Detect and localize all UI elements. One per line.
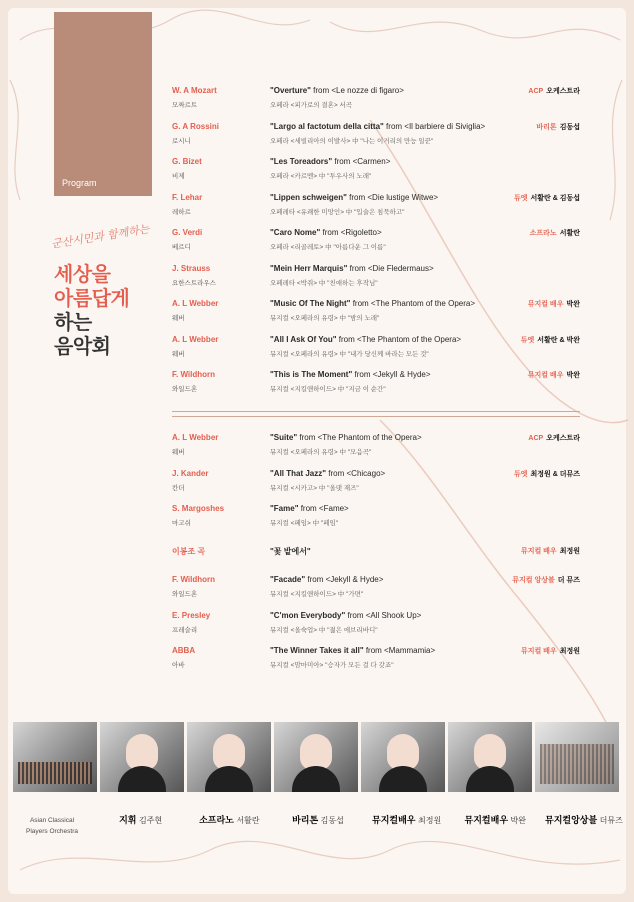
composer-korean: 와일드혼: [172, 591, 198, 598]
conductor-face: [126, 734, 158, 770]
orchestra-photo: [13, 722, 97, 792]
caption-role: 소프라노: [199, 815, 237, 825]
song-subtitle: 뮤지컬 <시카고> 中 "올댓 재즈": [270, 484, 359, 492]
composer-korean: 베르디: [172, 244, 191, 251]
composer-name: G. Verdi: [172, 228, 203, 237]
song-source: from <Carmen>: [332, 157, 391, 166]
song-name: "Fame": [270, 504, 299, 513]
performer-credit: [528, 433, 580, 443]
song-subtitle: 오페라 <세빌리아의 이발사> 中 "나는 이거리의 만능 일꾼": [270, 137, 434, 145]
performer-role: 듀엣: [520, 336, 535, 344]
ensemble-photo: [535, 722, 619, 792]
composer-korean: 로시니: [172, 137, 191, 145]
actress-body: [379, 766, 427, 792]
song-source: from <Jekyll & Hyde>: [305, 575, 384, 584]
song-title: [270, 157, 390, 166]
composer-name: A. L Webber: [172, 299, 219, 308]
song-name: "All I Ask Of You": [270, 334, 337, 344]
performer-credit: [530, 228, 580, 238]
song-subtitle: 뮤지컬 <오페라의 유령> 中 "밤의 노래": [270, 315, 380, 322]
actress-face: [387, 734, 419, 770]
song-title: [270, 122, 485, 131]
song-title: [270, 546, 311, 557]
performer-caption: [274, 815, 362, 826]
performer-role: ACP: [528, 435, 544, 442]
program-item: [172, 264, 580, 300]
program-item: [172, 86, 580, 122]
composer-name: A. L Webber: [172, 433, 219, 442]
composer-korean: 웨버: [172, 315, 185, 322]
performer-role: 뮤지컬 앙상블: [512, 577, 555, 584]
song-title: [270, 469, 385, 478]
performer-credit: [514, 469, 580, 479]
slogan-line-2: 아름답게: [54, 286, 130, 310]
song-name: "Facade": [270, 575, 306, 584]
performer-role: ACP: [528, 88, 544, 95]
song-name: "Caro Nome": [270, 228, 321, 237]
composer-korean: 요한스트라우스: [172, 279, 216, 287]
song-source: from <Die lustige Witwe>: [346, 192, 439, 202]
performer-caption: [451, 815, 539, 826]
performer-caption: [97, 815, 185, 826]
performer-credit: [521, 646, 580, 656]
song-source: from <Rigoletto>: [320, 228, 382, 237]
slogan-line-3: 하는: [54, 310, 92, 334]
performer-name: 더 뮤즈: [557, 577, 580, 584]
program-item: [172, 504, 580, 540]
program-part-1: [172, 86, 580, 406]
performer-credit: [521, 546, 580, 556]
song-name: "Music Of The Night": [270, 299, 351, 308]
composer-korean: 칸더: [172, 484, 185, 492]
caption-role: 뮤지컬앙상블: [545, 815, 600, 825]
song-subtitle: 뮤지컬 <오페라의 유령> 中 "내가 당신께 바라는 모든 것": [270, 350, 429, 358]
program-item: [172, 469, 580, 505]
performer-name: 오케스트라: [546, 435, 580, 442]
song-title: [270, 611, 421, 620]
performer-role: 바리톤: [536, 123, 557, 131]
performer-role: 뮤지컬 배우: [520, 547, 557, 555]
program-item: [172, 540, 580, 576]
performer-role: 뮤지컬 배우: [527, 372, 564, 379]
performer-caption: [363, 815, 451, 826]
program-item: [172, 575, 580, 611]
program-item: [172, 193, 580, 229]
caption-name: 서활란: [236, 816, 260, 825]
performer-role: 뮤지컬 배우: [520, 648, 557, 655]
song-subtitle: 뮤지컬 <올슉업> 中 "젊은 에브리바디": [270, 626, 378, 634]
composer-name: G. Bizet: [172, 157, 202, 166]
song-source: from <Mammamia>: [363, 646, 436, 655]
program-item: [172, 335, 580, 371]
composer-korean: 모짜르트: [172, 102, 198, 109]
song-subtitle: 뮤지컬 <페임> 中 "페임": [270, 520, 339, 527]
song-source: from <The Phantom of the Opera>: [297, 433, 422, 442]
caption-role: 지휘: [119, 815, 139, 825]
performer-role: 뮤지컬 배우: [527, 301, 564, 308]
performer-credit: [514, 193, 580, 203]
performer-name: 박완: [566, 372, 580, 379]
performer-caption: [8, 815, 96, 837]
composer-name: F. Wildhorn: [172, 575, 216, 584]
performer-credit: [521, 335, 580, 345]
ensemble-group: [540, 744, 614, 784]
orchestra-rows: [18, 762, 92, 784]
composer-name: J. Strauss: [172, 263, 211, 273]
song-subtitle: 뮤지컬 <지킬앤하이드> 中 "가면": [270, 591, 364, 598]
caption-line: Asian Classical: [29, 817, 75, 824]
composer-korean: 비제: [172, 173, 185, 180]
song-name: "This is The Moment": [270, 370, 353, 379]
composer-korean: 프레슬리: [172, 626, 198, 634]
song-name: "Mein Herr Marquis": [270, 263, 348, 273]
song-title: [270, 264, 434, 273]
composer-korean: 웨버: [172, 449, 185, 456]
performer-caption: [540, 815, 628, 826]
song-title: [270, 86, 404, 95]
composer-korean: 와일드혼: [172, 386, 198, 393]
baritone-photo: [274, 722, 358, 792]
song-subtitle: 뮤지컬 <지킬앤하이드> 中 "지금 이 순간": [270, 386, 386, 393]
performer-name: 최정원: [559, 648, 580, 655]
musical-actor-photo: [448, 722, 532, 792]
program-item: [172, 433, 580, 469]
performer-name: 서활란 & 김동섭: [530, 194, 580, 202]
performer-name: 박완: [566, 301, 580, 308]
performer-role: 듀엣: [513, 470, 528, 478]
song-name: "C'mon Everybody": [270, 610, 346, 620]
caption-role: 뮤지컬배우: [464, 815, 511, 825]
song-source: from <All Shook Up>: [345, 610, 422, 620]
composer-korean: 웨버: [172, 350, 185, 358]
conductor-body: [118, 766, 166, 792]
baritone-body: [292, 766, 340, 792]
song-subtitle: 오페라 <카르멘> 中 "투우사의 노래": [270, 173, 372, 180]
program-item: [172, 157, 580, 193]
caption-name: 박완: [510, 816, 526, 825]
song-source: from <Fame>: [298, 504, 349, 513]
program-label: Program: [62, 178, 97, 188]
song-subtitle: 뮤지컬 <맘마미아> "승자가 모든 걸 다 갖죠": [270, 662, 394, 669]
song-name: "Overture": [270, 86, 311, 95]
musical-actress-photo: [361, 722, 445, 792]
soprano-body: [205, 766, 253, 792]
slogan-line-4: 음악회: [54, 334, 111, 358]
composer-korean: 마고쉬: [172, 520, 191, 527]
performer-caption: [185, 815, 273, 826]
caption-name: 더뮤즈: [599, 816, 623, 825]
program-tab: [54, 12, 152, 196]
caption-name: 최정원: [418, 816, 442, 825]
program-item: [172, 228, 580, 264]
conductor-photo: [100, 722, 184, 792]
program-item: [172, 122, 580, 158]
composer-name: E. Presley: [172, 610, 211, 620]
performer-credit: [528, 299, 580, 309]
song-source: from <Die Fledermaus>: [347, 263, 434, 273]
performer-captions: [8, 815, 628, 845]
composer-name: S. Margoshes: [172, 504, 225, 513]
song-name: "All That Jazz": [270, 468, 327, 478]
song-name: "Les Toreadors": [270, 157, 333, 166]
song-title: [270, 228, 382, 237]
performer-credit: [528, 370, 580, 380]
caption-name: 김주현: [139, 816, 163, 825]
song-source: from <The Phantom of the Opera>: [336, 334, 462, 344]
slogan-subtitle: 군산시민과 함께하는: [50, 222, 151, 251]
composer-name: J. Kander: [172, 468, 209, 478]
section-divider: [172, 411, 580, 417]
soprano-photo: [187, 722, 271, 792]
caption-line: Players Orchestra: [25, 828, 79, 835]
program-part-2: [172, 433, 580, 682]
performer-role: 소프라노: [529, 230, 557, 237]
performer-name: 김동섭: [559, 123, 580, 131]
composer-korean: 레하르: [172, 208, 191, 216]
performer-role: 듀엣: [513, 194, 528, 202]
composer-name: F. Lehar: [172, 192, 203, 202]
song-subtitle: 오페라 <피가로의 결혼> 서곡: [270, 102, 353, 109]
program-item: [172, 299, 580, 335]
song-title: [270, 433, 422, 442]
song-name: "Largo al factotum della citta": [270, 121, 384, 131]
song-title: [270, 193, 438, 202]
caption-name: 김동섭: [320, 816, 344, 825]
song-name: "꽃 밭에서": [270, 546, 311, 556]
song-title: [270, 299, 475, 308]
composer-korean: 아바: [172, 662, 185, 669]
performer-credit: [536, 122, 580, 132]
composer-name: G. A Rossini: [172, 121, 219, 131]
performer-credit: [512, 575, 580, 585]
program-item: [172, 611, 580, 647]
composer-name: F. Wildhorn: [172, 370, 216, 379]
actor-face: [474, 734, 506, 770]
caption-role: 바리톤: [292, 815, 321, 825]
performer-name: 최정원 & 더뮤즈: [530, 470, 580, 478]
performer-name: 서활란 & 박완: [537, 336, 580, 344]
song-title: [270, 575, 383, 584]
soprano-face: [213, 734, 245, 770]
song-subtitle: 오페레타 <박쥐> 中 "친애하는 후작님": [270, 279, 378, 287]
caption-role: 뮤지컬배우: [372, 815, 419, 825]
song-source: from <The Phantom of the Opera>: [350, 299, 475, 308]
song-name: "Lippen schweigen": [270, 192, 347, 202]
song-source: from <Jekyll & Hyde>: [352, 370, 431, 379]
song-name: "The Winner Takes it all": [270, 646, 364, 655]
composer-name: W. A Mozart: [172, 86, 217, 95]
song-title: [270, 646, 435, 655]
performer-name: 최정원: [559, 547, 580, 555]
song-source: from <Le nozze di figaro>: [310, 86, 404, 95]
performer-credit: [528, 86, 580, 96]
song-title: [270, 504, 349, 513]
song-subtitle: 오페레타 <유쾌한 미망인> 中 "입술은 침묵하고": [270, 208, 405, 216]
program-item: [172, 646, 580, 682]
actor-body: [466, 766, 514, 792]
song-source: from <Il barbiere di Siviglia>: [383, 121, 486, 131]
slogan-line-1: 세상을: [54, 262, 111, 286]
song-source: from <Chicago>: [326, 468, 386, 478]
composer-name: 이봉조 곡: [172, 546, 206, 556]
performer-photo-strip: [11, 722, 627, 792]
baritone-face: [300, 734, 332, 770]
song-name: "Suite": [270, 433, 298, 442]
song-title: [270, 370, 431, 379]
performer-name: 오케스트라: [546, 88, 580, 95]
composer-name: A. L Webber: [172, 334, 219, 344]
program-item: [172, 370, 580, 406]
composer-name: ABBA: [172, 646, 196, 655]
song-subtitle: 뮤지컬 <오페라의 유령> 中 "모음곡": [270, 449, 372, 456]
song-title: [270, 335, 461, 344]
song-subtitle: 오페라 <리골레토> 中 "아름다운 그 이름": [270, 244, 386, 251]
performer-name: 서활란: [559, 230, 580, 237]
